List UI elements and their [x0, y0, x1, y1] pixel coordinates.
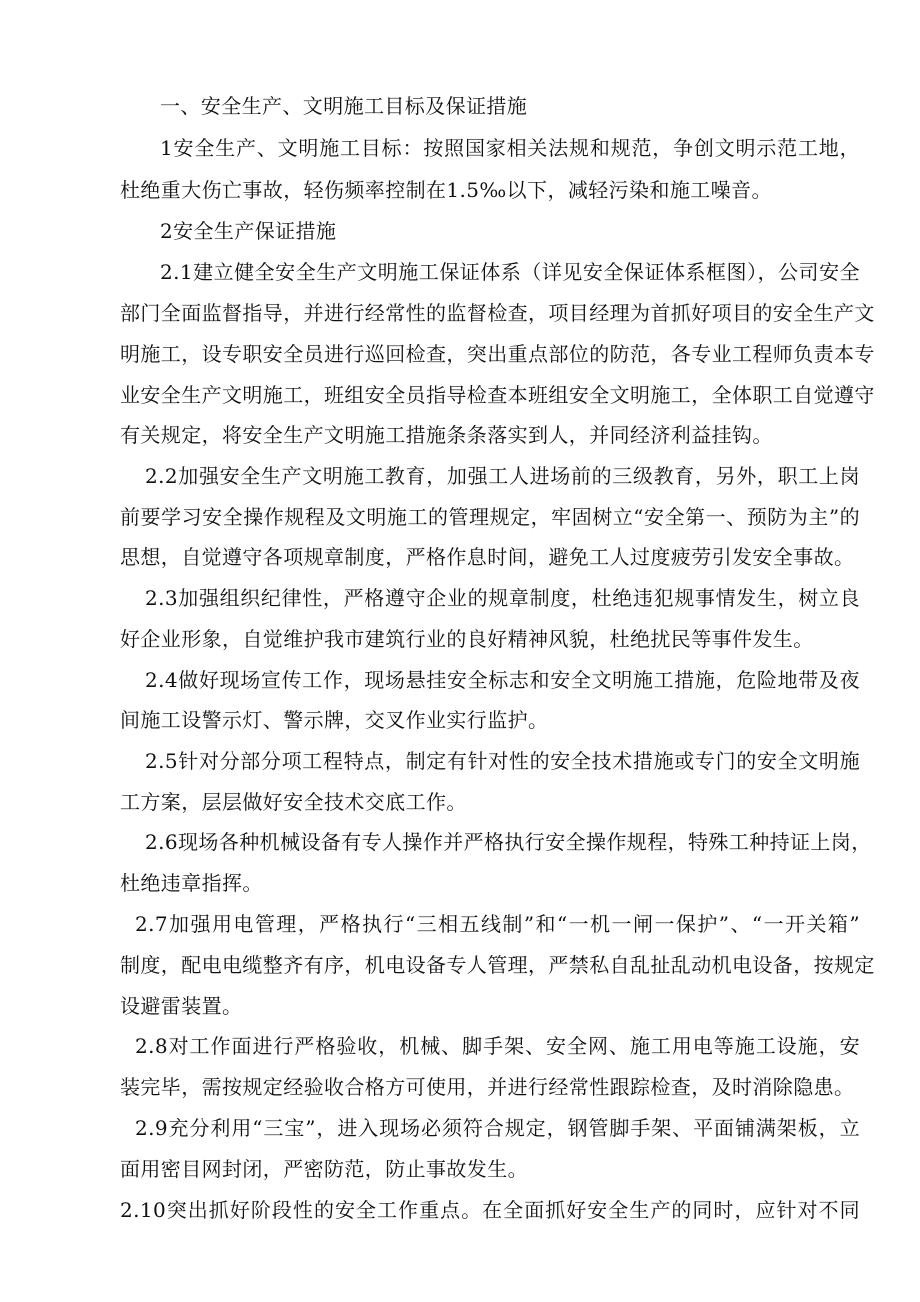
paragraph-line: 好企业形象，自觉维护我市建筑行业的良好精神风貌，杜绝扰民等事件发生。 — [120, 627, 814, 651]
paragraph-line: 部门全面监督指导，并进行经常性的监督检查，项目经理为首抓好项目的安全生产文 — [120, 301, 875, 325]
paragraph-line: 前要学习安全操作规程及文明施工的管理规定，牢固树立“安全第一、预防为主”的 — [120, 505, 860, 529]
paragraph-line: 装完毕，需按规定经验收合格方可使用，并进行经常性跟踪检查，及时消除隐患。 — [120, 1075, 855, 1099]
paragraph-line: 1安全生产、文明施工目标：按照国家相关法规和规范，争创文明示范工地， — [160, 136, 860, 160]
paragraph-line: 设避雷装置。 — [120, 994, 243, 1018]
paragraph-line: 2.10突出抓好阶段性的安全工作重点。在全面抓好安全生产的同时，应针对不同 — [120, 1198, 860, 1222]
paragraph-line: 明施工，设专职安全员进行巡回检查，突出重点部位的防范，各专业工程师负责本专 — [120, 342, 875, 366]
paragraph-line: 2.7加强用电管理，严格执行“三相五线制”和“一机一闸一保护”、“一开关箱” — [135, 912, 860, 936]
subsection-heading: 2安全生产保证措施 — [160, 219, 337, 243]
paragraph-line: 业安全生产文明施工，班组安全员指导检查本班组安全文明施工，全体职工自觉遵守 — [120, 383, 875, 407]
paragraph-line: 2.3加强组织纪律性，严格遵守企业的规章制度，杜绝违犯规事情发生，树立良 — [145, 586, 860, 610]
paragraph-line: 2.2加强安全生产文明施工教育，加强工人进场前的三级教育，另外，职工上岗 — [145, 464, 860, 488]
paragraph-line: 2.5针对分部分项工程特点，制定有针对性的安全技术措施或专门的安全文明施 — [145, 749, 860, 773]
paragraph-line: 面用密目网封闭，严密防范，防止事故发生。 — [120, 1157, 528, 1181]
paragraph-line: 间施工设警示灯、警示牌，交叉作业实行监护。 — [120, 708, 549, 732]
paragraph-line: 杜绝重大伤亡事故，轻伤频率控制在1.5‰以下，减轻污染和施工噪音。 — [120, 178, 772, 202]
paragraph-line: 制度，配电电缆整齐有序，机电设备专人管理，严禁私自乱扯乱动机电设备，按规定 — [120, 953, 875, 977]
paragraph-line: 2.1建立健全安全生产文明施工保证体系（详见安全保证体系框图），公司安全 — [160, 260, 860, 284]
paragraph-line: 2.9充分利用“三宝”，进入现场必须符合规定，钢管脚手架、平面铺满架板，立 — [135, 1116, 860, 1140]
section-heading: 一、安全生产、文明施工目标及保证措施 — [160, 94, 528, 118]
paragraph-line: 2.6现场各种机械设备有专人操作并严格执行安全操作规程，特殊工种持证上岗， — [145, 830, 872, 854]
paragraph-line: 2.4做好现场宣传工作，现场悬挂安全标志和安全文明施工措施，危险地带及夜 — [145, 668, 860, 692]
paragraph-line: 2.8对工作面进行严格验收，机械、脚手架、安全网、施工用电等施工设施，安 — [135, 1034, 860, 1058]
paragraph-line: 杜绝违章指挥。 — [120, 871, 263, 895]
paragraph-line: 思想，自觉遵守各项规章制度，严格作息时间，避免工人过度疲劳引发安全事故。 — [120, 545, 855, 569]
paragraph-line: 工方案，层层做好安全技术交底工作。 — [120, 790, 467, 814]
paragraph-line: 有关规定，将安全生产文明施工措施条条落实到人，并同经济利益挂钩。 — [120, 423, 773, 447]
